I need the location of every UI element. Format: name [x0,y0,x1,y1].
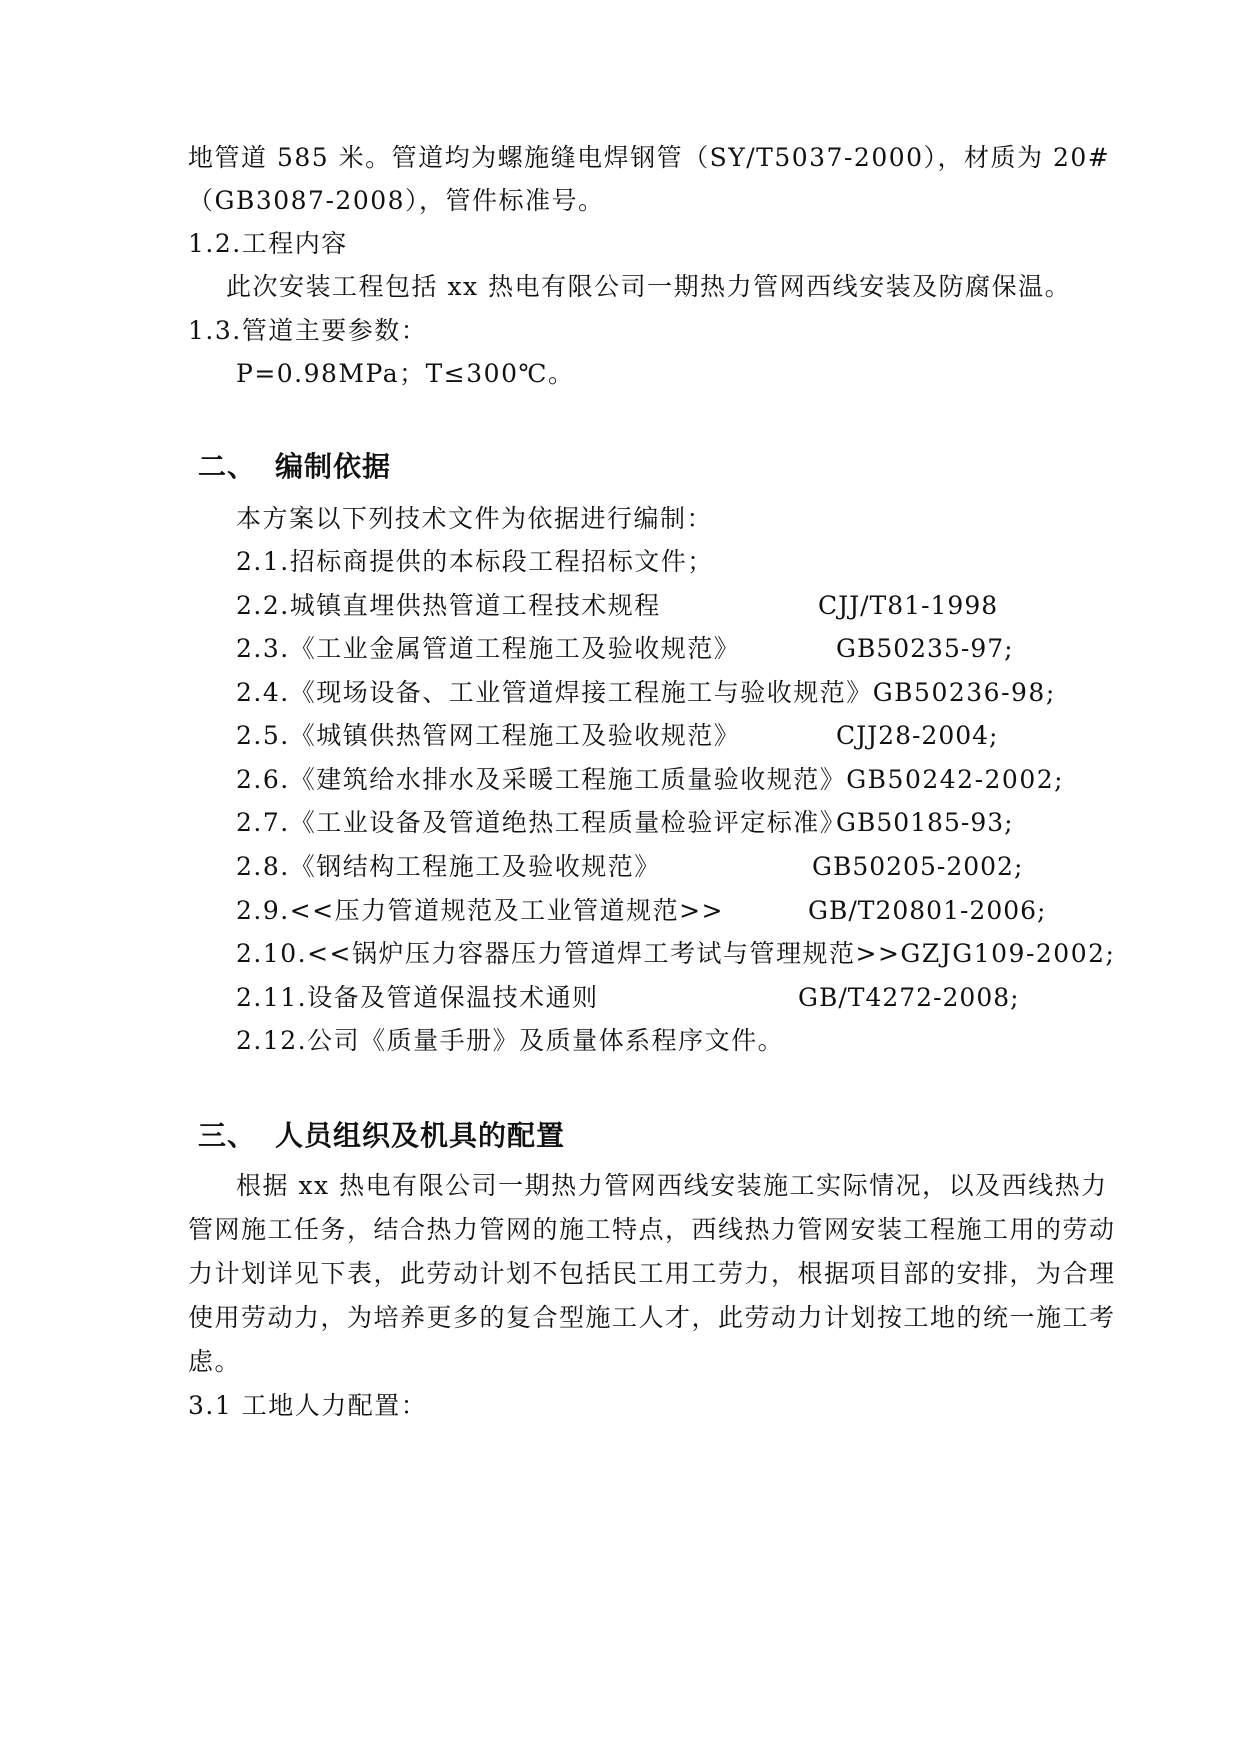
list-item: 2.6.《建筑给水排水及采暖工程施工质量验收规范》GB50242-2002; [236,765,1065,794]
paragraph-line: 根据 xx 热电有限公司一期热力管网西线安装施工实际情况，以及西线热力 [236,1171,1108,1200]
section-3-number: 三、 [198,1119,257,1152]
standard-code: GB/T4272-2008; [798,983,1020,1012]
standard-code: CJJ/T81-1998 [818,591,999,620]
list-item: 2.1.招标商提供的本标段工程招标文件； [236,547,714,576]
list-item: 2.4.《现场设备、工业管道焊接工程施工与验收规范》GB50236-98; [236,678,1056,707]
subheading-1-3: 1.3.管道主要参数： [188,316,428,345]
section-3-title: 人员组织及机具的配置 [275,1119,566,1152]
list-item: 2.8.《钢结构工程施工及验收规范》 [236,852,661,881]
standard-code: GB50235-97; [836,634,1014,663]
subheading-1-2: 1.2.工程内容 [188,229,348,258]
standard-code: CJJ28-2004; [836,721,999,750]
body-text-line: 地管道 585 米。管道均为螺施缝电焊钢管（SY/T5037-2000），材质为 20# [188,143,1111,172]
paragraph-1-2: 此次安装工程包括 xx 热电有限公司一期热力管网西线安装及防腐保温。 [226,272,1072,301]
standard-code: GB50185-93; [836,808,1014,837]
list-item: 2.9.<<压力管道规范及工业管道规范>> [236,896,724,925]
subheading-3-1: 3.1 工地人力配置： [188,1391,428,1420]
paragraph-1-3: P=0.98MPa；T≤300℃。 [236,359,575,388]
standard-code: GB50205-2002; [812,852,1024,881]
paragraph-line: 力计划详见下表，此劳动计划不包括民工用工劳力，根据项目部的安排，为合理 [188,1259,1116,1288]
list-item: 2.11.设备及管道保温技术通则 [236,983,599,1012]
list-item: 2.12.公司《质量手册》及质量体系程序文件。 [236,1026,785,1055]
section-2-title: 编制依据 [275,450,392,483]
list-item: 2.2.城镇直埋供热管道工程技术规程 [236,591,661,620]
body-text-line: （GB3087-2008），管件标准号。 [188,186,605,215]
list-item: 2.7.《工业设备及管道绝热工程质量检验评定标准》 [236,808,847,837]
list-item: 2.3.《工业金属管道工程施工及验收规范》 [236,634,741,663]
standard-code: GB/T20801-2006; [808,896,1047,925]
paragraph-line: 使用劳动力，为培养更多的复合型施工人才，此劳动力计划按工地的统一施工考 [188,1303,1116,1332]
section-2-intro: 本方案以下列技术文件为依据进行编制： [236,504,714,533]
paragraph-line: 管网施工任务，结合热力管网的施工特点，西线热力管网安装工程施工用的劳动 [188,1215,1116,1244]
list-item: 2.5.《城镇供热管网工程施工及验收规范》 [236,721,741,750]
paragraph-line: 虑。 [188,1347,242,1376]
list-item: 2.10.<<锅炉压力容器压力管道焊工考试与管理规范>>GZJG109-2002; [236,939,1116,968]
section-2-number: 二、 [198,450,257,483]
